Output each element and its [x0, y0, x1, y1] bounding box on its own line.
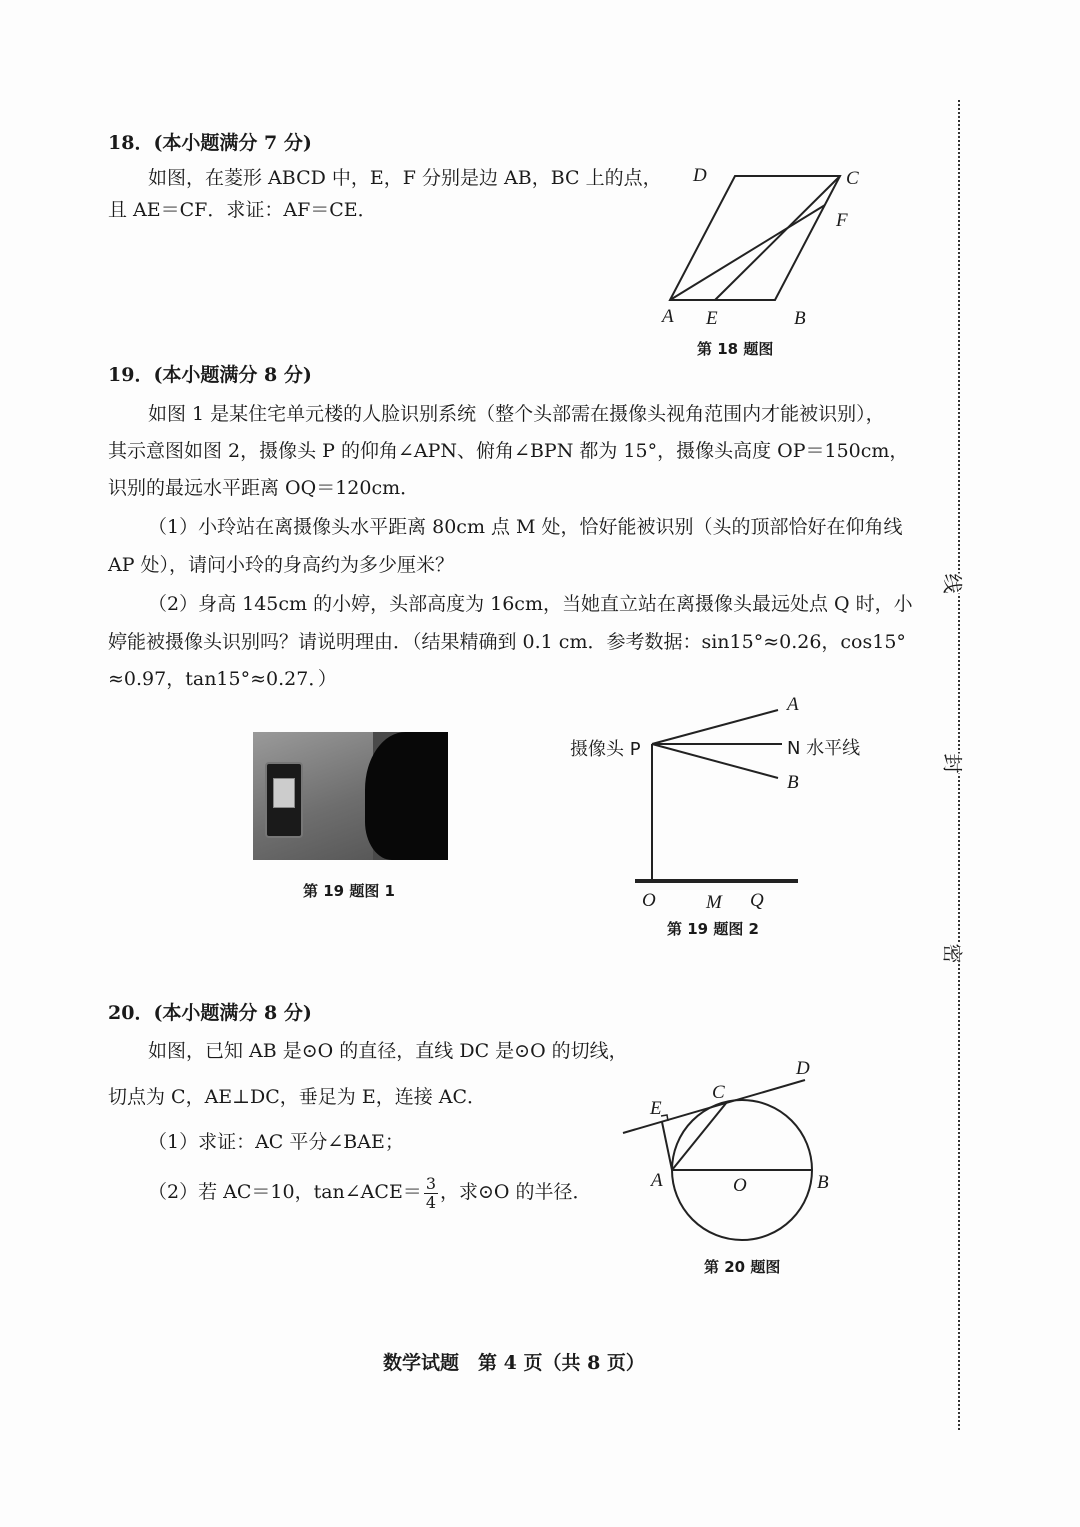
q19-label-q: Q [750, 890, 764, 911]
q18-text-line1: 如图，在菱形 ABCD 中，E，F 分别是边 AB，BC 上的点， [148, 167, 662, 189]
q19-figure1-caption: 第 19 题图 1 [303, 882, 395, 900]
q18-label-b: B [794, 308, 806, 329]
fraction-three-quarters [424, 1175, 438, 1212]
ray-pa [652, 710, 778, 744]
q20-sub1: （1）求证：AC 平分∠BAE； [148, 1131, 404, 1153]
q19-header: 19．(本小题满分 8 分) [108, 364, 312, 386]
q18-label-c: C [846, 168, 859, 189]
q19-figure2-diagram [630, 695, 810, 895]
q19-label-camera-p: 摄像头 P [570, 739, 641, 760]
rhombus-abcd [670, 176, 840, 300]
q19-label-b: B [787, 772, 799, 793]
q20-header: 20．(本小题满分 8 分) [108, 1002, 312, 1024]
q20-sub2-suffix: ，求⊙O 的半径． [440, 1181, 592, 1203]
face-recognition-device [265, 762, 303, 838]
q19-label-m: M [706, 892, 722, 913]
q20-circle-figure [615, 1058, 845, 1248]
q19-sub2-line3: ≈0.97，tan15°≈0.27．） [108, 668, 337, 690]
fraction-numerator: 3 [425, 1173, 436, 1193]
q18-header: 18．(本小题满分 7 分) [108, 132, 312, 154]
fraction-denominator: 4 [425, 1192, 436, 1212]
segment-ae [662, 1122, 672, 1170]
q20-text-line2: 切点为 C，AE⊥DC，垂足为 E，连接 AC． [108, 1086, 487, 1108]
q20-label-a: A [651, 1170, 663, 1191]
segment-af [670, 205, 825, 300]
q20-label-d: D [796, 1058, 810, 1079]
q19-sub2-line2: 婷能被摄像头识别吗？请说明理由．（结果精确到 0.1 cm．参考数据：sin15°≈0.26，cos15° [108, 631, 906, 653]
q19-label-a: A [787, 694, 799, 715]
q19-label-o: O [642, 890, 656, 911]
q19-figure1-photo [253, 732, 448, 860]
binding-char-feng: 封 [936, 754, 973, 774]
q18-label-d: D [693, 165, 707, 186]
q18-text-line2: 且 AE＝CF．求证：AF＝CE． [108, 199, 377, 221]
q20-label-c: C [712, 1082, 725, 1103]
q19-figure2-caption: 第 19 题图 2 [667, 920, 759, 938]
q19-sub1-line1: （1）小玲站在离摄像头水平距离 80cm 点 M 处，恰好能被识别（头的顶部恰好在仰角线 [148, 516, 903, 538]
binding-char-xian: 线 [936, 574, 973, 594]
q18-label-a: A [662, 306, 674, 327]
q18-label-f: F [836, 210, 848, 231]
q18-rhombus-figure [640, 160, 880, 320]
q19-text-line1: 如图 1 是某住宅单元楼的人脸识别系统（整个头部需在摄像头视角范围内才能被识别）， [148, 403, 885, 425]
q19-sub2-line1: （2）身高 145cm 的小婷，头部高度为 16cm，当她直立站在离摄像头最远处点 Q 时，小 [148, 593, 913, 615]
q18-caption: 第 18 题图 [697, 340, 774, 358]
q18-label-e: E [706, 308, 718, 329]
page-footer: 数学试题 第 4 页（共 8 页） [383, 1352, 645, 1374]
q20-label-o: O [733, 1175, 747, 1196]
segment-ce [715, 176, 840, 300]
q20-caption: 第 20 题图 [704, 1258, 781, 1276]
q20-text-line1: 如图，已知 AB 是⊙O 的直径，直线 DC 是⊙O 的切线， [148, 1040, 628, 1062]
q20-label-b: B [817, 1172, 829, 1193]
q19-label-n-horizontal: N 水平线 [787, 738, 861, 759]
q19-text-line2: 其示意图如图 2，摄像头 P 的仰角∠APN、俯角∠BPN 都为 15°，摄像头高度 OP＝150cm， [108, 440, 909, 462]
q19-sub1-line2: AP 处），请问小玲的身高约为多少厘米？ [108, 554, 455, 576]
ray-pb [652, 744, 778, 778]
q20-sub2 [148, 1172, 592, 1212]
q20-label-e: E [650, 1098, 662, 1119]
binding-char-mi: 密 [936, 944, 973, 964]
person-head-silhouette [365, 732, 448, 860]
q20-sub2-prefix: （2）若 AC＝10，tan∠ACE＝ [148, 1181, 422, 1203]
q19-text-line3: 识别的最远水平距离 OQ＝120cm． [108, 477, 420, 499]
